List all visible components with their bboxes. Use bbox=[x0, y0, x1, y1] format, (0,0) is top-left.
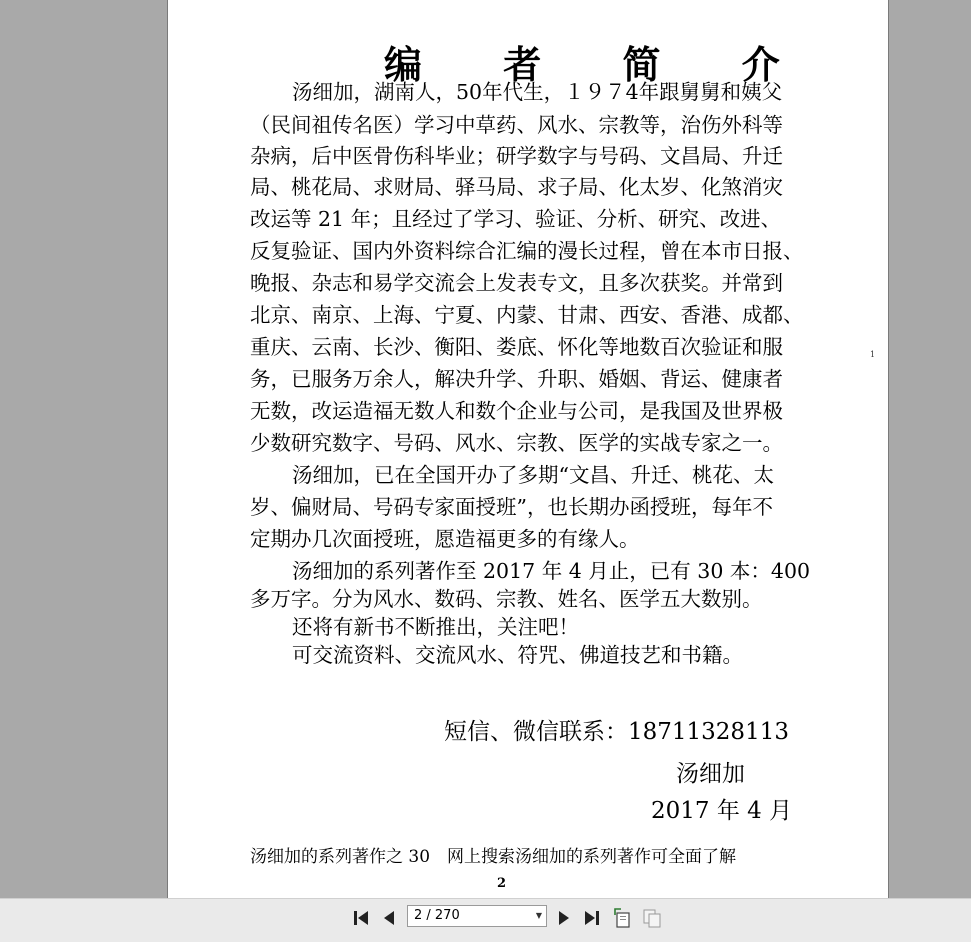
author-signature: 汤细加 bbox=[676, 761, 745, 787]
paragraph-line: 汤细加，已在全国开办了多期“文昌、升迁、桃花、太 bbox=[292, 463, 774, 487]
footer-note: 汤细加的系列著作之 30 网上搜索汤细加的系列著作可全面了解 bbox=[250, 847, 737, 867]
rotate-page-icon[interactable] bbox=[612, 907, 634, 929]
pdf-toolbar bbox=[0, 898, 971, 942]
paragraph-line: 多万字。分为风水、数码、宗教、姓名、医学五大数别。 bbox=[250, 587, 763, 611]
page-selector[interactable] bbox=[407, 905, 547, 927]
contact-line: 短信、微信联系：18711328113 bbox=[444, 719, 789, 745]
paragraph-line: 可交流资料、交流风水、符咒、佛道技艺和书籍。 bbox=[292, 643, 743, 667]
paragraph-line: 岁、偏财局、号码专家面授班”，也长期办函授班，每年不 bbox=[250, 495, 773, 519]
paragraph-line: 还将有新书不断推出，关注吧！ bbox=[292, 615, 579, 639]
page-number: 2 bbox=[497, 876, 507, 891]
page-indicator: 2 / 270 bbox=[414, 908, 460, 923]
paragraph-line: 北京、南京、上海、宁夏、内蒙、甘肃、西安、香港、成都、 bbox=[250, 303, 804, 327]
signature-date: 2017 年 4 月 bbox=[651, 798, 793, 824]
paragraph-line: 汤细加的系列著作至 2017 年 4 月止，已有 30 本：400 bbox=[292, 559, 811, 583]
paragraph-line: 定期办几次面授班，愿造福更多的有缘人。 bbox=[250, 527, 640, 551]
chevron-down-icon: ▼ bbox=[535, 911, 542, 920]
paragraph-line: 杂病，后中医骨伤科毕业；研学数字与号码、文昌局、升迁 bbox=[250, 144, 783, 168]
paragraph-line: （民间祖传名医）学习中草药、风水、宗教等，治伤外科等 bbox=[250, 113, 783, 137]
first-page-icon[interactable] bbox=[350, 907, 372, 929]
next-page-icon[interactable] bbox=[553, 907, 575, 929]
paragraph-line: 无数，改运造福无数人和数个企业与公司，是我国及世界极 bbox=[250, 399, 783, 423]
paragraph-line: 重庆、云南、长沙、衡阳、娄底、怀化等地数百次验证和服 bbox=[250, 335, 783, 359]
paragraph-line: 少数研究数字、号码、风水、宗教、医学的实战专家之一。 bbox=[250, 431, 783, 455]
previous-page-icon[interactable] bbox=[378, 907, 400, 929]
last-page-icon[interactable] bbox=[581, 907, 603, 929]
fit-page-icon[interactable] bbox=[641, 907, 663, 929]
paragraph-line: 汤细加，湖南人，50年代生，１９７4年跟舅舅和姨父 bbox=[292, 80, 783, 104]
page-title: 编 者 简 介 bbox=[384, 43, 814, 87]
margin-mark: 1 bbox=[870, 350, 876, 359]
paragraph-line: 反复验证、国内外资料综合汇编的漫长过程，曾在本市日报、 bbox=[250, 239, 804, 263]
paragraph-line: 局、桃花局、求财局、驿马局、求子局、化太岁、化煞消灾 bbox=[250, 175, 783, 199]
paragraph-line: 晚报、杂志和易学交流会上发表专文，且多次获奖。并常到 bbox=[250, 271, 783, 295]
paragraph-line: 务，已服务万余人，解决升学、升职、婚姻、背运、健康者 bbox=[250, 367, 783, 391]
pdf-page bbox=[167, 0, 889, 898]
paragraph-line: 改运等 21 年；且经过了学习、验证、分析、研究、改进、 bbox=[250, 207, 782, 231]
